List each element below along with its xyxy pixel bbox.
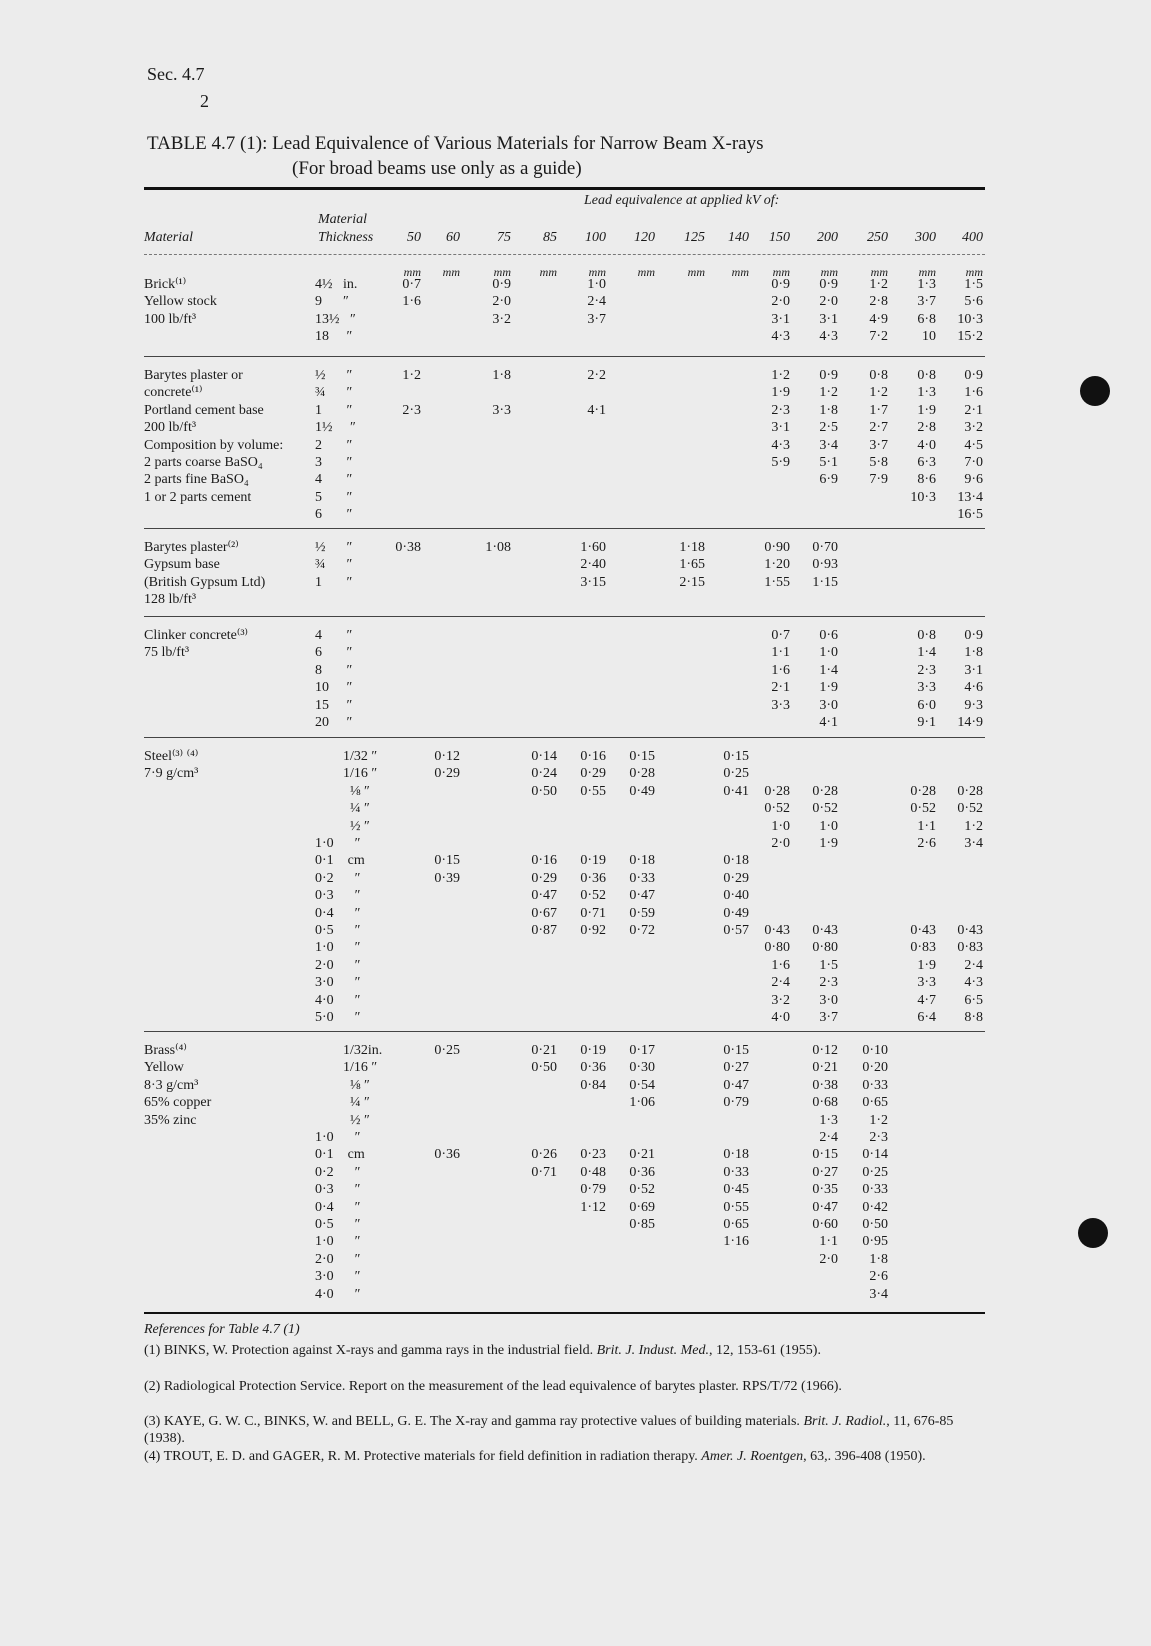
value-column-120: 0·15 0·28 0·49 0·18 0·33 0·47 0·59 0·72 [629,749,655,939]
unit-120: mm [637,265,655,279]
value-column-85: 0·14 0·24 0·50 0·16 0·29 0·47 0·67 0·87 [531,749,557,939]
value-column-140: 0·15 0·25 0·41 0·18 0·29 0·40 0·49 0·57 [723,749,749,939]
unit-50: mm [403,265,421,279]
table-subtitle: (For broad beams use only as a guide) [292,158,582,179]
value-column-100: 0·16 0·29 0·55 0·19 0·36 0·52 0·71 0·92 [580,749,606,939]
material-cell: Brass⁽⁴⁾ Yellow 8·3 g/cm³ 65% copper 35% zinc [144,1043,212,1128]
reference-item [144,1342,964,1359]
reference-citation: , 11, 676-85 (1938). [144,1414,954,1446]
thickness-cell: ½ ″ ¾ ″ 1 ″ [315,540,353,590]
value-column-300: 0·8 1·4 2·3 3·3 6·0 9·1 [917,628,936,731]
material-header: Material [144,230,193,245]
value-column-60: 0·25 0·36 [434,1043,460,1163]
kv-header-300: 300 [915,230,936,245]
value-column-200: 0·6 1·0 1·4 1·9 3·0 4·1 [819,628,838,731]
unit-60: mm [442,265,460,279]
kv-header-85: 85 [543,230,557,245]
value-column-75: 1·8 3·3 [492,368,511,418]
kv-header-100: 100 [585,230,606,245]
value-column-50: 0·7 1·6 [402,277,421,310]
value-column-125: 1·18 1·65 2·15 [679,540,705,590]
references-title: References for Table 4.7 (1) [144,1322,300,1337]
kv-header-125: 125 [684,230,705,245]
value-column-250: 0·10 0·20 0·33 0·65 1·2 2·3 0·14 0·25 0·33 0·42 0·50 0·95 1·8 2·6 3·4 [862,1043,888,1302]
unit-200: mm [820,265,838,279]
value-column-75: 0·9 2·0 3·2 [492,277,511,327]
unit-250: mm [870,265,888,279]
value-column-300: 0·8 1·3 1·9 2·8 4·0 6·3 8·6 10·3 [910,368,936,505]
kv-span-header: Lead equivalence at applied kV of: [584,193,780,208]
unit-85: mm [539,265,557,279]
value-column-300: 1·3 3·7 6·8 10 [917,277,936,345]
reference-journal: Brit. J. Indust. Med. [596,1343,709,1358]
value-column-300: 0·28 0·52 1·1 2·6 0·43 0·83 1·9 3·3 4·7 6·4 [910,783,936,1026]
value-column-200: 0·28 0·52 1·0 1·9 0·43 0·80 1·5 2·3 3·0 3·7 [812,783,838,1026]
reference-text: (1) BINKS, W. Protection against X-rays and gamma rays in the industrial field. [144,1343,597,1358]
reference-citation: , 12, 153-61 (1955). [708,1343,821,1358]
page-number: 2 [200,91,209,111]
header-divider [144,254,985,255]
value-column-100: 2·2 4·1 [587,368,606,418]
thickness-cell: 1/32 ″ 1/16 ″ ⅛ ″ ¼ ″ ½ ″ 1·0 ″ 0·1 cm 0·2 ″ 0·3 ″ 0·4 ″ 0·5 ″ 1·0 ″ 2·0 ″ 3·0 ″ 4·0 ″ 5·0 ″ [315,749,378,1026]
value-column-400: 0·9 1·6 2·1 3·2 4·5 7·0 9·6 13·4 16·5 [957,368,983,523]
punch-hole [1078,1218,1108,1248]
value-column-250: 0·8 1·2 1·7 2·7 3·7 5·8 7·9 [869,368,888,488]
thickness-cell: 4½ in. 9 ″ 13½ ″ 18 ″ [315,277,358,345]
value-column-50: 0·38 [395,540,421,555]
value-column-100: 0·19 0·36 0·84 0·23 0·48 0·79 1·12 [580,1043,606,1215]
value-column-150: 0·90 1·20 1·55 [764,540,790,590]
block-divider [144,1031,985,1032]
thickness-cell: ½ ″ ¾ ″ 1 ″ 1½ ″ 2 ″ 3 ″ 4 ″ 5 ″ 6 ″ [315,368,356,523]
reference-text: (2) Radiological Protection Service. Report on the measurement of the lead equivalence of barytes plaster. RPS/T/72 (1966). [144,1379,842,1394]
thickness-header-line2: Thickness [318,230,374,245]
block-divider [144,356,985,357]
reference-item [144,1448,964,1465]
value-column-85: 0·21 0·50 0·26 0·71 [531,1043,557,1180]
value-column-250: 1·2 2·8 4·9 7·2 [869,277,888,345]
value-column-400: 1·5 5·6 10·3 15·2 [957,277,983,345]
reference-journal: Brit. J. Radiol. [803,1414,887,1429]
value-column-100: 1·60 2·40 3·15 [580,540,606,590]
reference-text: (3) KAYE, G. W. C., BINKS, W. and BELL, G. E. The X-ray and gamma ray protective values of building materials. [144,1414,804,1429]
material-cell: Barytes plaster⁽²⁾ Gypsum base (British Gypsum Ltd) 128 lb/ft³ [144,540,266,608]
value-column-400: 0·9 1·8 3·1 4·6 9·3 14·9 [957,628,983,731]
punch-hole [1080,376,1110,406]
value-column-150: 0·28 0·52 1·0 2·0 0·43 0·80 1·6 2·4 3·2 4·0 [764,783,790,1026]
kv-header-120: 120 [634,230,655,245]
unit-400: mm [965,265,983,279]
section-label: Sec. 4.7 [147,64,205,84]
material-cell: Clinker concrete⁽³⁾ 75 lb/ft³ [144,628,248,661]
unit-125: mm [687,265,705,279]
kv-header-400: 400 [962,230,983,245]
kv-header-60: 60 [446,230,460,245]
value-column-150: 1·2 1·9 2·3 3·1 4·3 5·9 [771,368,790,471]
unit-140: mm [731,265,749,279]
value-column-200: 0·12 0·21 0·38 0·68 1·3 2·4 0·15 0·27 0·35 0·47 0·60 1·1 2·0 [812,1043,838,1267]
value-column-50: 1·2 2·3 [402,368,421,418]
block-divider [144,528,985,529]
thickness-cell: 1/32in. 1/16 ″ ⅛ ″ ¼ ″ ½ ″ 1·0 ″ 0·1 cm 0·2 ″ 0·3 ″ 0·4 ″ 0·5 ″ 1·0 ″ 2·0 ″ 3·0 ″ 4·0 ″ [315,1043,383,1302]
reference-text: (4) TROUT, E. D. and GAGER, R. M. Protective materials for field definition in radiation therapy. [144,1449,702,1464]
unit-300: mm [918,265,936,279]
reference-item [144,1413,964,1447]
material-cell: Barytes plaster or concrete⁽¹⁾ Portland cement base 200 lb/ft³ Composition by volume: 2 parts coarse BaSO₄ 2 parts fine BaSO₄ 1 or 2 parts cement [144,368,284,505]
value-column-200: 0·9 1·2 1·8 2·5 3·4 5·1 6·9 [819,368,838,488]
value-column-100: 1·0 2·4 3·7 [587,277,606,327]
value-column-140: 0·15 0·27 0·47 0·79 0·18 0·33 0·45 0·55 0·65 1·16 [723,1043,749,1250]
unit-100: mm [588,265,606,279]
value-column-400: 0·28 0·52 1·2 3·4 0·43 0·83 2·4 4·3 6·5 8·8 [957,783,983,1026]
table-top-rule [144,187,985,190]
unit-75: mm [493,265,511,279]
thickness-header-line1: Material [318,212,367,227]
material-cell: Brick⁽¹⁾ Yellow stock 100 lb/ft³ [144,277,217,327]
block-divider [144,616,985,617]
kv-header-150: 150 [769,230,790,245]
value-column-150: 0·9 2·0 3·1 4·3 [771,277,790,345]
kv-header-50: 50 [407,230,421,245]
table-bottom-rule [144,1312,985,1314]
material-cell: Steel⁽³⁾ ⁽⁴⁾ 7·9 g/cm³ [144,749,199,782]
reference-item [144,1378,964,1395]
value-column-60: 0·12 0·29 0·15 0·39 [434,749,460,886]
thickness-cell: 4 ″ 6 ″ 8 ″ 10 ″ 15 ″ 20 ″ [315,628,353,731]
value-column-200: 0·9 2·0 3·1 4·3 [819,277,838,345]
kv-header-75: 75 [497,230,511,245]
reference-journal: Amer. J. Roentgen [701,1449,804,1464]
table-title: TABLE 4.7 (1): Lead Equivalence of Various Materials for Narrow Beam X-rays [147,133,764,154]
reference-citation: , 63,. 396-408 (1950). [803,1449,926,1464]
value-column-120: 0·17 0·30 0·54 1·06 0·21 0·36 0·52 0·69 0·85 [629,1043,655,1233]
unit-150: mm [772,265,790,279]
kv-header-200: 200 [817,230,838,245]
value-column-75: 1·08 [485,540,511,555]
kv-header-140: 140 [728,230,749,245]
kv-header-250: 250 [867,230,888,245]
value-column-150: 0·7 1·1 1·6 2·1 3·3 [771,628,790,713]
block-divider [144,737,985,738]
value-column-200: 0·70 0·93 1·15 [812,540,838,590]
